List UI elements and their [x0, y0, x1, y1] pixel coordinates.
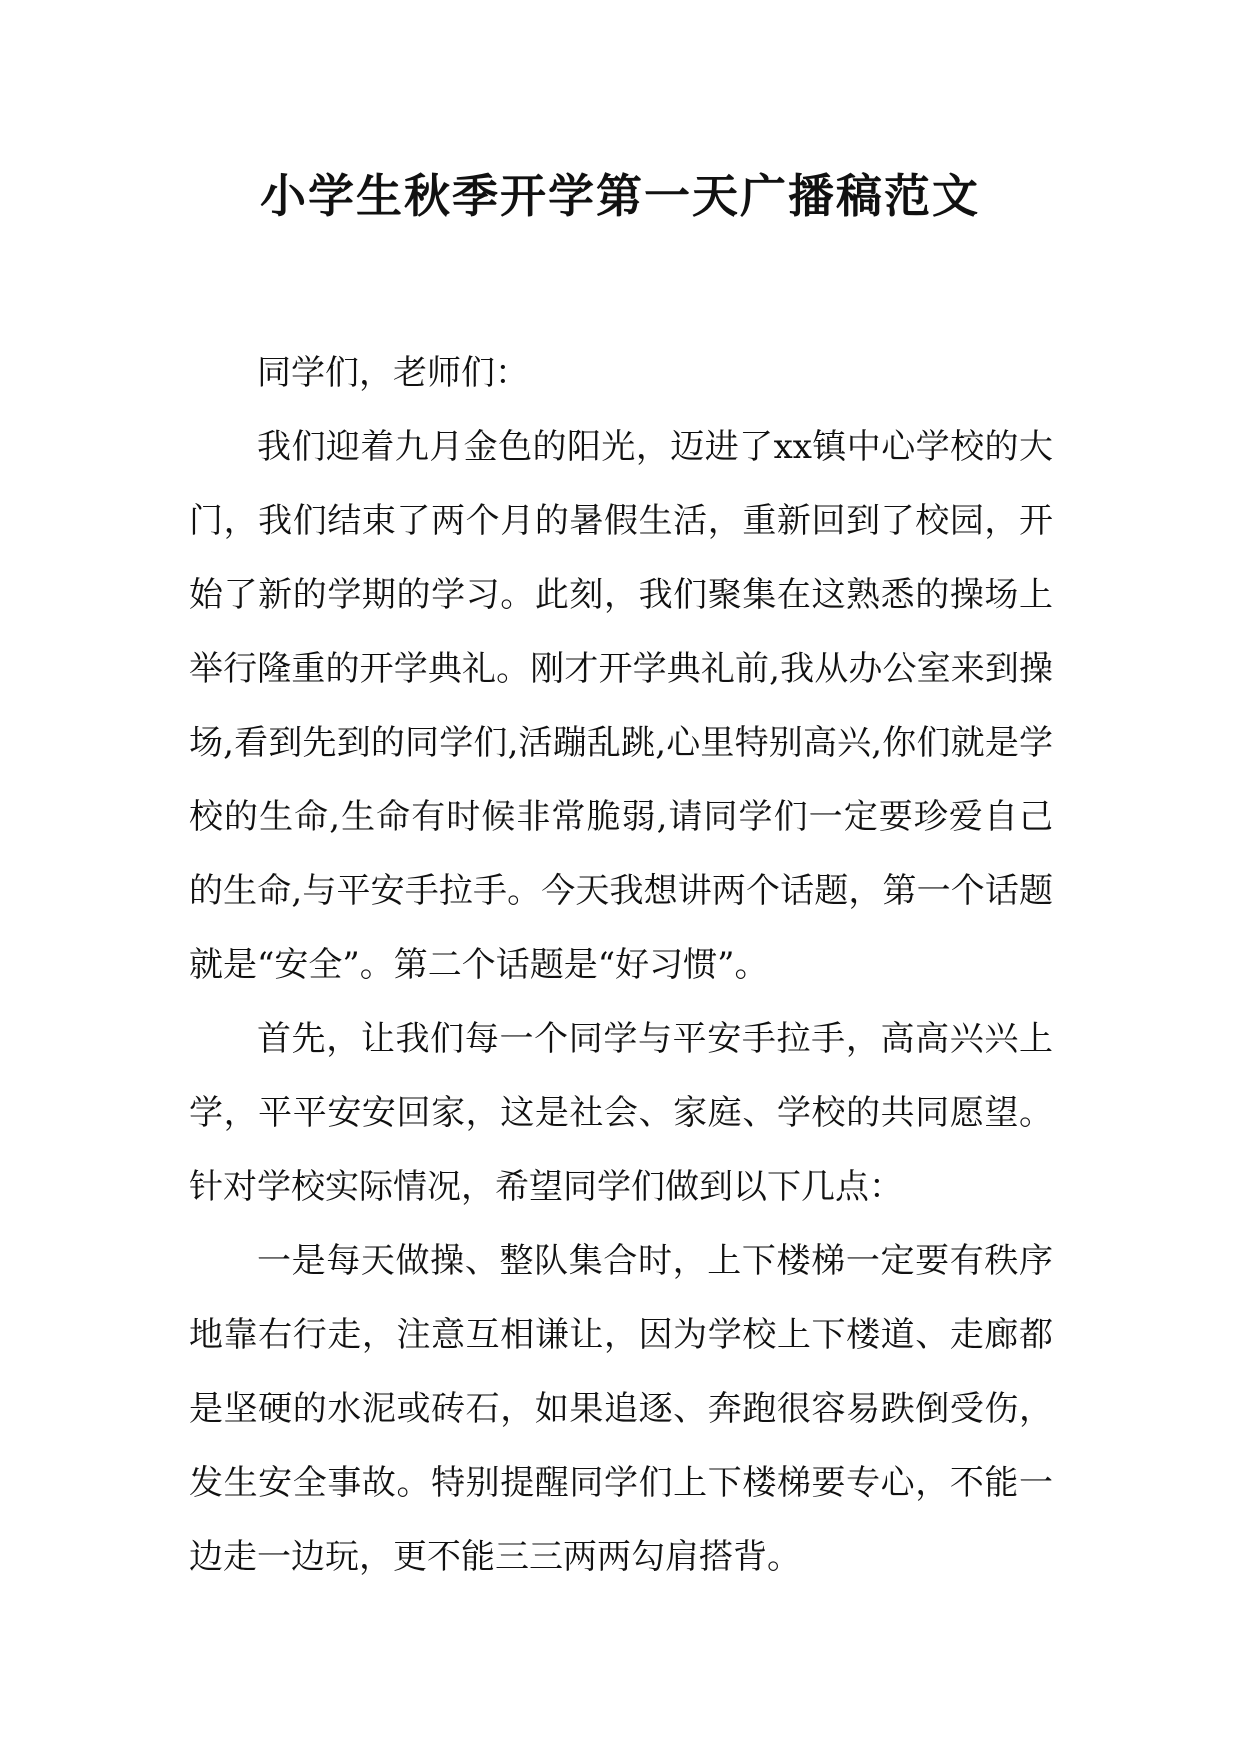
- paragraph-greeting: 同学们，老师们：: [257, 353, 529, 393]
- document-title: 小学生秋季开学第一天广播稿范文: [260, 169, 980, 223]
- paragraph-opening: 我们迎着九月金色的阳光，迈进了xx镇中心学校的大门，我们结束了两个月的暑假生活，重新回到了校园，开始了新的学期的学习。此刻，我们聚集在这熟悉的操场上举行隆重的开学典礼。刚才开学典礼前,我从办公室来到操场,看到先到的同学们,活蹦乱跳,心里特别高兴,你们就是学校的生命,生命有时候非常脆弱,请同学们一定要珍爱自己的生命,与平安手拉手。今天我想讲两个话题，第一个话题就是“安全”。第二个话题是“好习惯”。: [189, 427, 1053, 985]
- paragraph-safety-rule-one: 一是每天做操、整队集合时，上下楼梯一定要有秩序地靠右行走，注意互相谦让，因为学校上下楼道、走廊都是坚硬的水泥或砖石，如果追逐、奔跑很容易跌倒受伤，发生安全事故。特别提醒同学们上下楼梯要专心，不能一边走一边玩，更不能三三两两勾肩搭背。: [189, 1241, 1053, 1577]
- document-body: [189, 336, 1053, 1594]
- paragraph-safety-intro: 首先，让我们每一个同学与平安手拉手，高高兴兴上学，平平安安回家，这是社会、家庭、学校的共同愿望。针对学校实际情况，希望同学们做到以下几点：: [189, 1019, 1053, 1207]
